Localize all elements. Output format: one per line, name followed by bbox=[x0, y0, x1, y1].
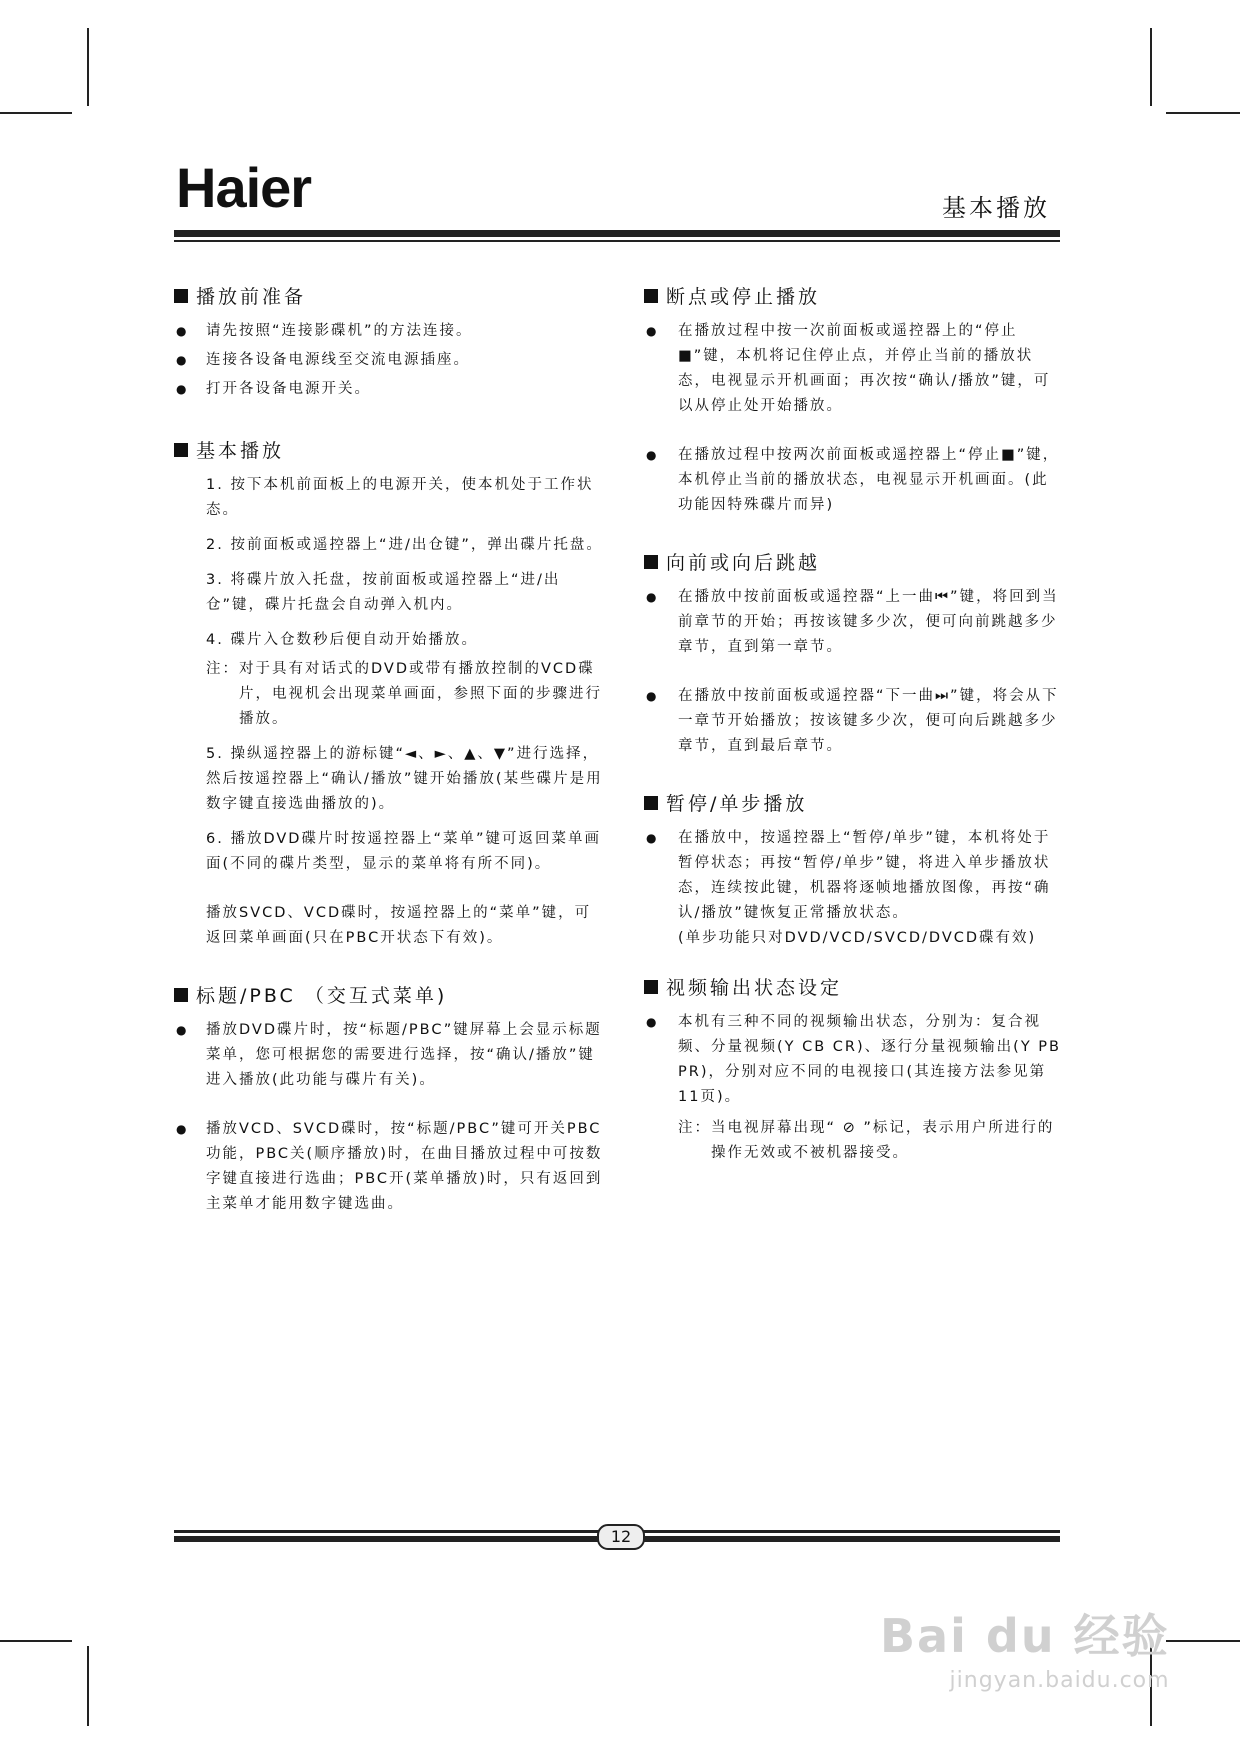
section-title: 断点或停止播放 bbox=[644, 282, 1064, 309]
step-text: 6. 播放DVD碟片时按遥控器上“菜单”键可返回菜单画面(不同的碟片类型，显示的菜单将有所不同)。 bbox=[206, 831, 601, 872]
remark-text: (单步功能只对DVD/VCD/SVCD/DVCD碟有效) bbox=[678, 930, 1037, 946]
crop-mark bbox=[0, 1640, 72, 1642]
left-column bbox=[174, 282, 604, 1217]
step-text: 播放SVCD、VCD碟时，按遥控器上的“菜单”键，可返回菜单画面(只在PBC开状态下有效)。 bbox=[206, 905, 592, 946]
list-item: ● 在播放中按前面板或遥控器“下一曲⏭”键，将会从下一章节开始播放；按该键多少次，便可向后跳越多少章节，直到最后章节。 bbox=[644, 684, 1064, 759]
list-item: ● 打开各设备电源开关。 bbox=[174, 377, 604, 402]
step-text: 3. 将碟片放入托盘，按前面板或遥控器上“进/出仓”键，碟片托盘会自动弹入机内。 bbox=[206, 572, 561, 613]
square-bullet-icon bbox=[644, 289, 658, 303]
list-item: ● 本机有三种不同的视频输出状态，分别为：复合视频、分量视频(Y CB CR)、逐行分量视频输出(Y PB PR)，分别对应不同的电视接口(其连接方法参见第11页)。 bbox=[644, 1010, 1064, 1110]
list-item: ● 播放VCD、SVCD碟时，按“标题/PBC”键可开关PBC功能，PBC关(顺序播放)时，在曲目播放过程中可按数字键直接进行选曲；PBC开(菜单播放)时，只有返回到主菜单才能用数字键选曲。 bbox=[174, 1117, 604, 1217]
page-number: 12 bbox=[597, 1524, 645, 1550]
step-text: 2. 按前面板或遥控器上“进/出仓键”，弹出碟片托盘。 bbox=[206, 537, 603, 553]
crop-mark bbox=[1150, 28, 1152, 106]
square-bullet-icon bbox=[174, 443, 188, 457]
crop-mark bbox=[1166, 112, 1240, 114]
note-text: 对于具有对话式的DVD或带有播放控制的VCD碟片，电视机会出现菜单画面，参照下面的步骤进行播放。 bbox=[239, 661, 602, 727]
step-text: 5. 操纵遥控器上的游标键“◄、►、▲、▼”进行选择，然后按遥控器上“确认/播放”键开始播放(某些碟片是用数字键直接选曲播放的)。 bbox=[206, 746, 603, 812]
square-bullet-icon bbox=[174, 988, 188, 1002]
list-item: ● 在播放中，按遥控器上“暂停/单步”键，本机将处于暂停状态；再按“暂停/单步”键，将进入单步播放状态，连续按此键，机器将逐帧地播放图像，再按“确认/播放”键恢复正常播放状态。 bbox=[644, 826, 1064, 926]
crop-mark bbox=[1166, 1640, 1240, 1642]
list-item: ● 在播放过程中按两次前面板或遥控器上“停止■”键，本机停止当前的播放状态，电视显示开机画面。(此功能因特殊碟片而异) bbox=[644, 443, 1064, 518]
square-bullet-icon bbox=[644, 980, 658, 994]
list-item: ● 请先按照“连接影碟机”的方法连接。 bbox=[174, 319, 604, 344]
note-text: 当电视屏幕出现“ ⊘ ”标记，表示用户所进行的操作无效或不被机器接受。 bbox=[711, 1120, 1055, 1161]
list-item: ● 连接各设备电源线至交流电源插座。 bbox=[174, 348, 604, 373]
brand-logo: Haier bbox=[176, 156, 312, 219]
crop-mark bbox=[87, 28, 89, 106]
section-title: 视频输出状态设定 bbox=[644, 973, 1064, 1000]
section-title: 标题/PBC （交互式菜单) bbox=[174, 981, 604, 1008]
square-bullet-icon bbox=[174, 289, 188, 303]
page-title: 基本播放 bbox=[942, 194, 1050, 222]
note-label: 注： bbox=[678, 1120, 711, 1136]
watermark-url: jingyan.baidu.com bbox=[949, 1668, 1170, 1693]
list-item: ● 在播放过程中按一次前面板或遥控器上的“停止■”键，本机将记住停止点，并停止当前的播放状态，电视显示开机画面；再次按“确认/播放”键，可以从停止处开始播放。 bbox=[644, 319, 1064, 419]
list-item: ● 在播放中按前面板或遥控器“上一曲⏮”键，将回到当前章节的开始；再按该键多少次，便可向前跳越多少章节，直到第一章节。 bbox=[644, 585, 1064, 660]
crop-mark bbox=[87, 1646, 89, 1726]
step-text: 1. 按下本机前面板上的电源开关，使本机处于工作状态。 bbox=[206, 477, 594, 518]
section-title: 播放前准备 bbox=[174, 282, 604, 309]
square-bullet-icon bbox=[644, 796, 658, 810]
section-title: 向前或向后跳越 bbox=[644, 548, 1064, 575]
header-rule-thin bbox=[174, 240, 1060, 242]
section-title: 基本播放 bbox=[174, 436, 604, 463]
list-item: ● 播放DVD碟片时，按“标题/PBC”键屏幕上会显示标题菜单，您可根据您的需要进行选择，按“确认/播放”键进入播放(此功能与碟片有关)。 bbox=[174, 1018, 604, 1093]
right-column bbox=[644, 282, 1064, 1166]
square-bullet-icon bbox=[644, 555, 658, 569]
header-rule bbox=[174, 230, 1060, 237]
note-label: 注： bbox=[206, 661, 239, 677]
step-text: 4. 碟片入仓数秒后便自动开始播放。 bbox=[206, 632, 478, 648]
crop-mark bbox=[0, 112, 72, 114]
section-title: 暂停/单步播放 bbox=[644, 789, 1064, 816]
watermark bbox=[880, 1600, 1170, 1693]
watermark-logo: Bai du 经验 bbox=[880, 1609, 1170, 1663]
